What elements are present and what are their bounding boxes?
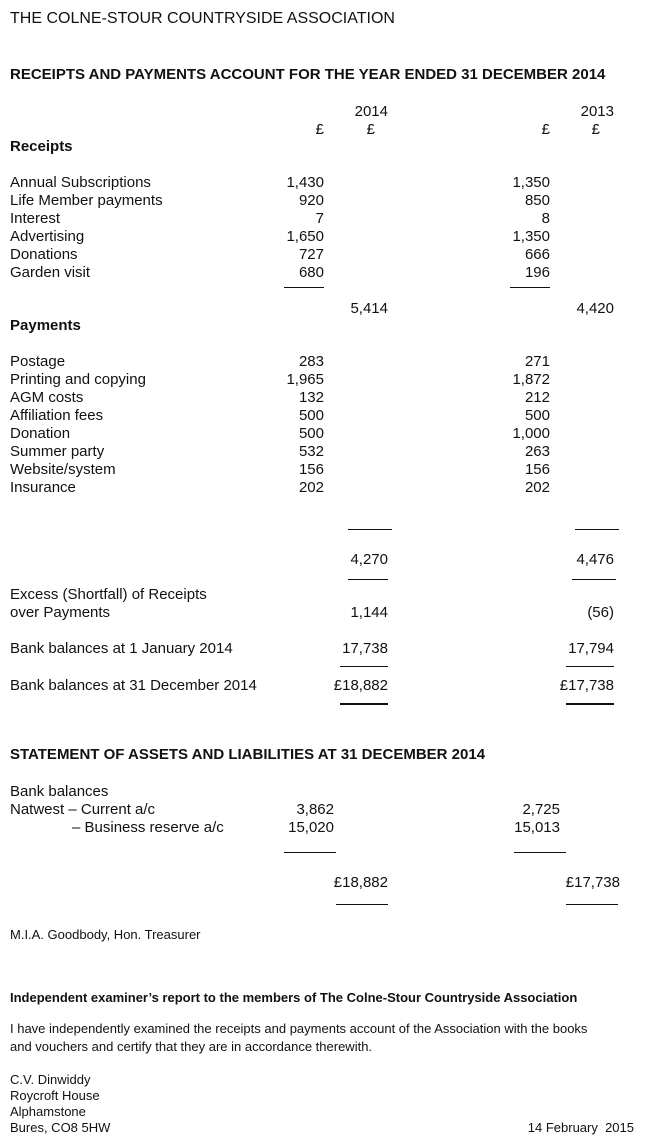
statement-row1-label: Natwest – Current a/c xyxy=(10,801,156,818)
payment-prev: 263 xyxy=(524,443,550,460)
treasurer-signature-line: M.I.A. Goodbody, Hon. Treasurer xyxy=(10,927,201,942)
statement-row2-prev: 15,013 xyxy=(514,819,560,836)
year-previous: 2013 xyxy=(580,103,614,120)
receipt-prev: 196 xyxy=(524,264,550,281)
receipts-subtotal-rule-cur xyxy=(284,287,324,288)
statement-row1-prev: 2,725 xyxy=(522,801,560,818)
payments-heading: Payments xyxy=(10,317,81,334)
receipts-heading: Receipts xyxy=(10,138,73,155)
org-title: THE COLNE-STOUR COUNTRYSIDE ASSOCIATION xyxy=(10,10,395,27)
receipt-cur: 727 xyxy=(298,246,324,263)
examiner-address1: Roycroft House xyxy=(10,1088,100,1103)
payment-cur: 156 xyxy=(298,461,324,478)
receipt-label: Interest xyxy=(10,210,61,227)
statement-row2-cur: 15,020 xyxy=(288,819,334,836)
bank-open-label: Bank balances at 1 January 2014 xyxy=(10,640,233,657)
bank-open-rule-prev xyxy=(566,666,614,667)
bank-open-cur: 17,738 xyxy=(342,640,388,657)
receipt-cur: 7 xyxy=(315,210,324,227)
payment-prev: 156 xyxy=(524,461,550,478)
receipts-total-cur: 5,414 xyxy=(350,300,388,317)
excess-label-line1: Excess (Shortfall) of Receipts xyxy=(10,586,207,603)
statement-total-rule-cur xyxy=(336,904,388,905)
receipt-cur: 680 xyxy=(298,264,324,281)
bank-close-rule-cur xyxy=(340,703,388,705)
receipts-total-prev: 4,420 xyxy=(576,300,614,317)
receipt-prev: 666 xyxy=(524,246,550,263)
receipt-prev: 1,350 xyxy=(512,174,550,191)
receipt-label: Garden visit xyxy=(10,264,91,281)
payment-cur: 202 xyxy=(298,479,324,496)
payment-label: AGM costs xyxy=(10,389,84,406)
report-title: Independent examiner’s report to the members of The Colne-Stour Countryside Association xyxy=(10,990,578,1005)
payment-label: Insurance xyxy=(10,479,76,496)
receipt-prev: 8 xyxy=(541,210,550,227)
receipt-label: Donations xyxy=(10,246,78,263)
excess-cur: 1,144 xyxy=(350,604,388,621)
payments-total-cur: 4,270 xyxy=(350,551,388,568)
currency-prev-col1: £ xyxy=(541,121,550,138)
account-title: RECEIPTS AND PAYMENTS ACCOUNT FOR THE YEAR ENDED 31 DECEMBER 2014 xyxy=(10,66,606,83)
payment-label: Donation xyxy=(10,425,71,442)
excess-prev: (56) xyxy=(587,604,614,621)
bank-close-prev: £17,738 xyxy=(559,677,614,694)
payment-cur: 500 xyxy=(298,425,324,442)
statement-total-cur: £18,882 xyxy=(333,874,388,891)
bank-close-label: Bank balances at 31 December 2014 xyxy=(10,677,257,694)
statement-row2-label: – Business reserve a/c xyxy=(72,819,224,836)
bank-open-rule-cur xyxy=(340,666,388,667)
payments-total-rule-prev xyxy=(572,579,616,580)
excess-label-line2: over Payments xyxy=(10,604,111,621)
bank-close-rule-prev xyxy=(566,703,614,705)
statement-subtotal-rule-prev xyxy=(514,852,566,853)
receipt-cur: 920 xyxy=(298,192,324,209)
receipt-label: Annual Subscriptions xyxy=(10,174,151,191)
payment-prev: 1,000 xyxy=(512,425,550,442)
examiner-name: C.V. Dinwiddy xyxy=(10,1072,91,1087)
payment-prev: 202 xyxy=(524,479,550,496)
examiner-address3: Bures, CO8 5HW xyxy=(10,1120,111,1135)
statement-total-prev: £17,738 xyxy=(565,874,620,891)
payments-total-rule-cur xyxy=(348,579,388,580)
statement-heading: Bank balances xyxy=(10,783,109,800)
report-date: 14 February 2015 xyxy=(527,1120,634,1135)
payment-cur: 1,965 xyxy=(286,371,324,388)
currency-cur-col2: £ xyxy=(366,121,375,138)
report-line1: I have independently examined the receipts and payments account of the Association with the books xyxy=(10,1021,588,1036)
statement-subtotal-rule-cur xyxy=(284,852,336,853)
payment-cur: 532 xyxy=(298,443,324,460)
receipts-subtotal-rule-prev xyxy=(510,287,550,288)
payment-prev: 271 xyxy=(524,353,550,370)
currency-prev-col2: £ xyxy=(591,121,600,138)
payments-total-prev: 4,476 xyxy=(576,551,614,568)
payment-label: Affiliation fees xyxy=(10,407,104,424)
payment-prev: 1,872 xyxy=(512,371,550,388)
examiner-address2: Alphamstone xyxy=(10,1104,86,1119)
report-line2: and vouchers and certify that they are in accordance therewith. xyxy=(10,1039,373,1054)
receipt-prev: 850 xyxy=(524,192,550,209)
receipt-prev: 1,350 xyxy=(512,228,550,245)
payment-label: Postage xyxy=(10,353,66,370)
payment-prev: 500 xyxy=(524,407,550,424)
statement-title: STATEMENT OF ASSETS AND LIABILITIES AT 31 DECEMBER 2014 xyxy=(10,746,486,763)
bank-open-prev: 17,794 xyxy=(568,640,614,657)
payment-label: Summer party xyxy=(10,443,105,460)
receipt-label: Life Member payments xyxy=(10,192,163,209)
payments-subtotal-rule-cur xyxy=(348,529,392,530)
receipt-cur: 1,650 xyxy=(286,228,324,245)
payment-cur: 283 xyxy=(298,353,324,370)
currency-cur-col1: £ xyxy=(315,121,324,138)
payment-cur: 132 xyxy=(298,389,324,406)
receipt-cur: 1,430 xyxy=(286,174,324,191)
statement-row1-cur: 3,862 xyxy=(296,801,334,818)
payment-label: Website/system xyxy=(10,461,116,478)
payments-subtotal-rule-prev xyxy=(575,529,619,530)
year-current: 2014 xyxy=(354,103,388,120)
payment-label: Printing and copying xyxy=(10,371,146,388)
payment-cur: 500 xyxy=(298,407,324,424)
payment-prev: 212 xyxy=(524,389,550,406)
bank-close-cur: £18,882 xyxy=(333,677,388,694)
receipt-label: Advertising xyxy=(10,228,85,245)
statement-total-rule-prev xyxy=(566,904,618,905)
